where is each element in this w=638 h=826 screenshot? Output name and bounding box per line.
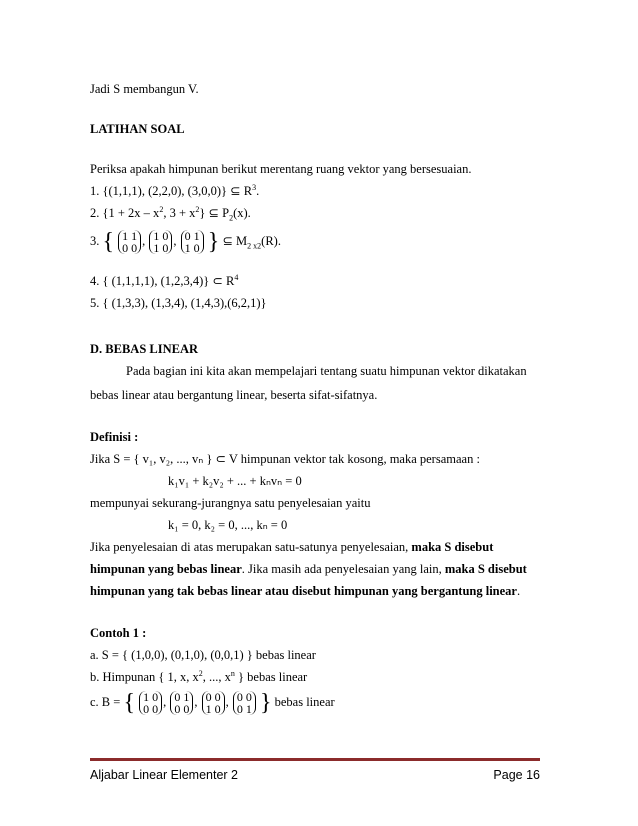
footer-page-number: Page 16 <box>493 768 540 782</box>
exercise-4: 4. { (1,1,1,1), (1,2,3,4)} ⊂ $R^4$ <box>90 272 239 288</box>
example-matrix-3: 0 0 1 0 <box>202 691 225 715</box>
definition-line2: mempunyai sekurang-jurangnya satu penyelesaian yaitu <box>90 496 371 510</box>
section-heading: D. BEBAS LINEAR <box>90 342 199 356</box>
conclusion-line: Jadi S membangun V. <box>90 82 199 96</box>
section-paragraph-line2: bebas linear atau bergantung linear, beserta sifat-sifatnya. <box>90 388 378 402</box>
definition-equation2: k₁ = 0, k₂ = 0, ..., kₙ = 0 <box>168 518 288 532</box>
definition-line3: Jika penyelesaian di atas merupakan satu-satunya penyelesaian, maka S disebut <box>90 540 494 554</box>
matrix-1: 1 1 0 0 <box>118 230 141 254</box>
example-matrix-4: 0 0 0 1 <box>233 691 256 715</box>
footer-title: Aljabar Linear Elementer 2 <box>90 768 238 782</box>
example-c: c. B = { 1 0 0 0 , 0 1 0 0 , 0 0 1 0 , 0 0 0 1 } bebas linear <box>90 690 335 717</box>
matrix-3: 0 1 1 0 <box>181 230 204 254</box>
exercise-3: 3. { 1 1 0 0 , 1 0 1 0 , 0 1 1 0 } ⊆ $M_{2 x2}(R)$. <box>90 229 281 256</box>
exercise-2: 2. {$1 + 2x - x^2$, $3 + x^2$} ⊆ $P_2(x)$. <box>90 204 251 223</box>
exercise-5: 5. { (1,3,3), (1,3,4), (1,4,3),(6,2,1)} <box>90 296 267 310</box>
example-heading: Contoh 1 : <box>90 626 147 640</box>
matrix-2: 1 0 1 0 <box>149 230 172 254</box>
exercise-1: 1. {(1,1,1), (2,2,0), (3,0,0)} ⊆ $R^3$. <box>90 182 260 198</box>
exercise-intro: Periksa apakah himpunan berikut merentang ruang vektor yang bersesuaian. <box>90 162 472 176</box>
exercise-heading: LATIHAN SOAL <box>90 122 185 136</box>
example-b: b. Himpunan { 1, x, $x^2$, ..., $x^n$ } bebas linear <box>90 668 308 684</box>
section-paragraph-line1: Pada bagian ini kita akan mempelajari tentang suatu himpunan vektor dikatakan <box>126 364 527 378</box>
definition-heading: Definisi : <box>90 430 139 444</box>
footer-rule <box>90 758 540 761</box>
example-matrix-2: 0 1 0 0 <box>170 691 193 715</box>
definition-line4: himpunan yang bebas linear. Jika masih ada penyelesaian yang lain, maka S disebut <box>90 562 527 576</box>
definition-line5: himpunan yang tak bebas linear atau disebut himpunan yang bergantung linear. <box>90 584 521 598</box>
example-matrix-1: 1 0 0 0 <box>139 691 162 715</box>
example-a: a. S = { (1,0,0), (0,1,0), (0,0,1) } bebas linear <box>90 648 316 662</box>
definition-line1: Jika S = { v₁, v₂, ..., vₙ } ⊂ V himpunan vektor tak kosong, maka persamaan : <box>90 452 480 466</box>
definition-equation1: k₁v₁ + k₂v₂ + ... + kₙvₙ = 0 <box>168 474 302 488</box>
